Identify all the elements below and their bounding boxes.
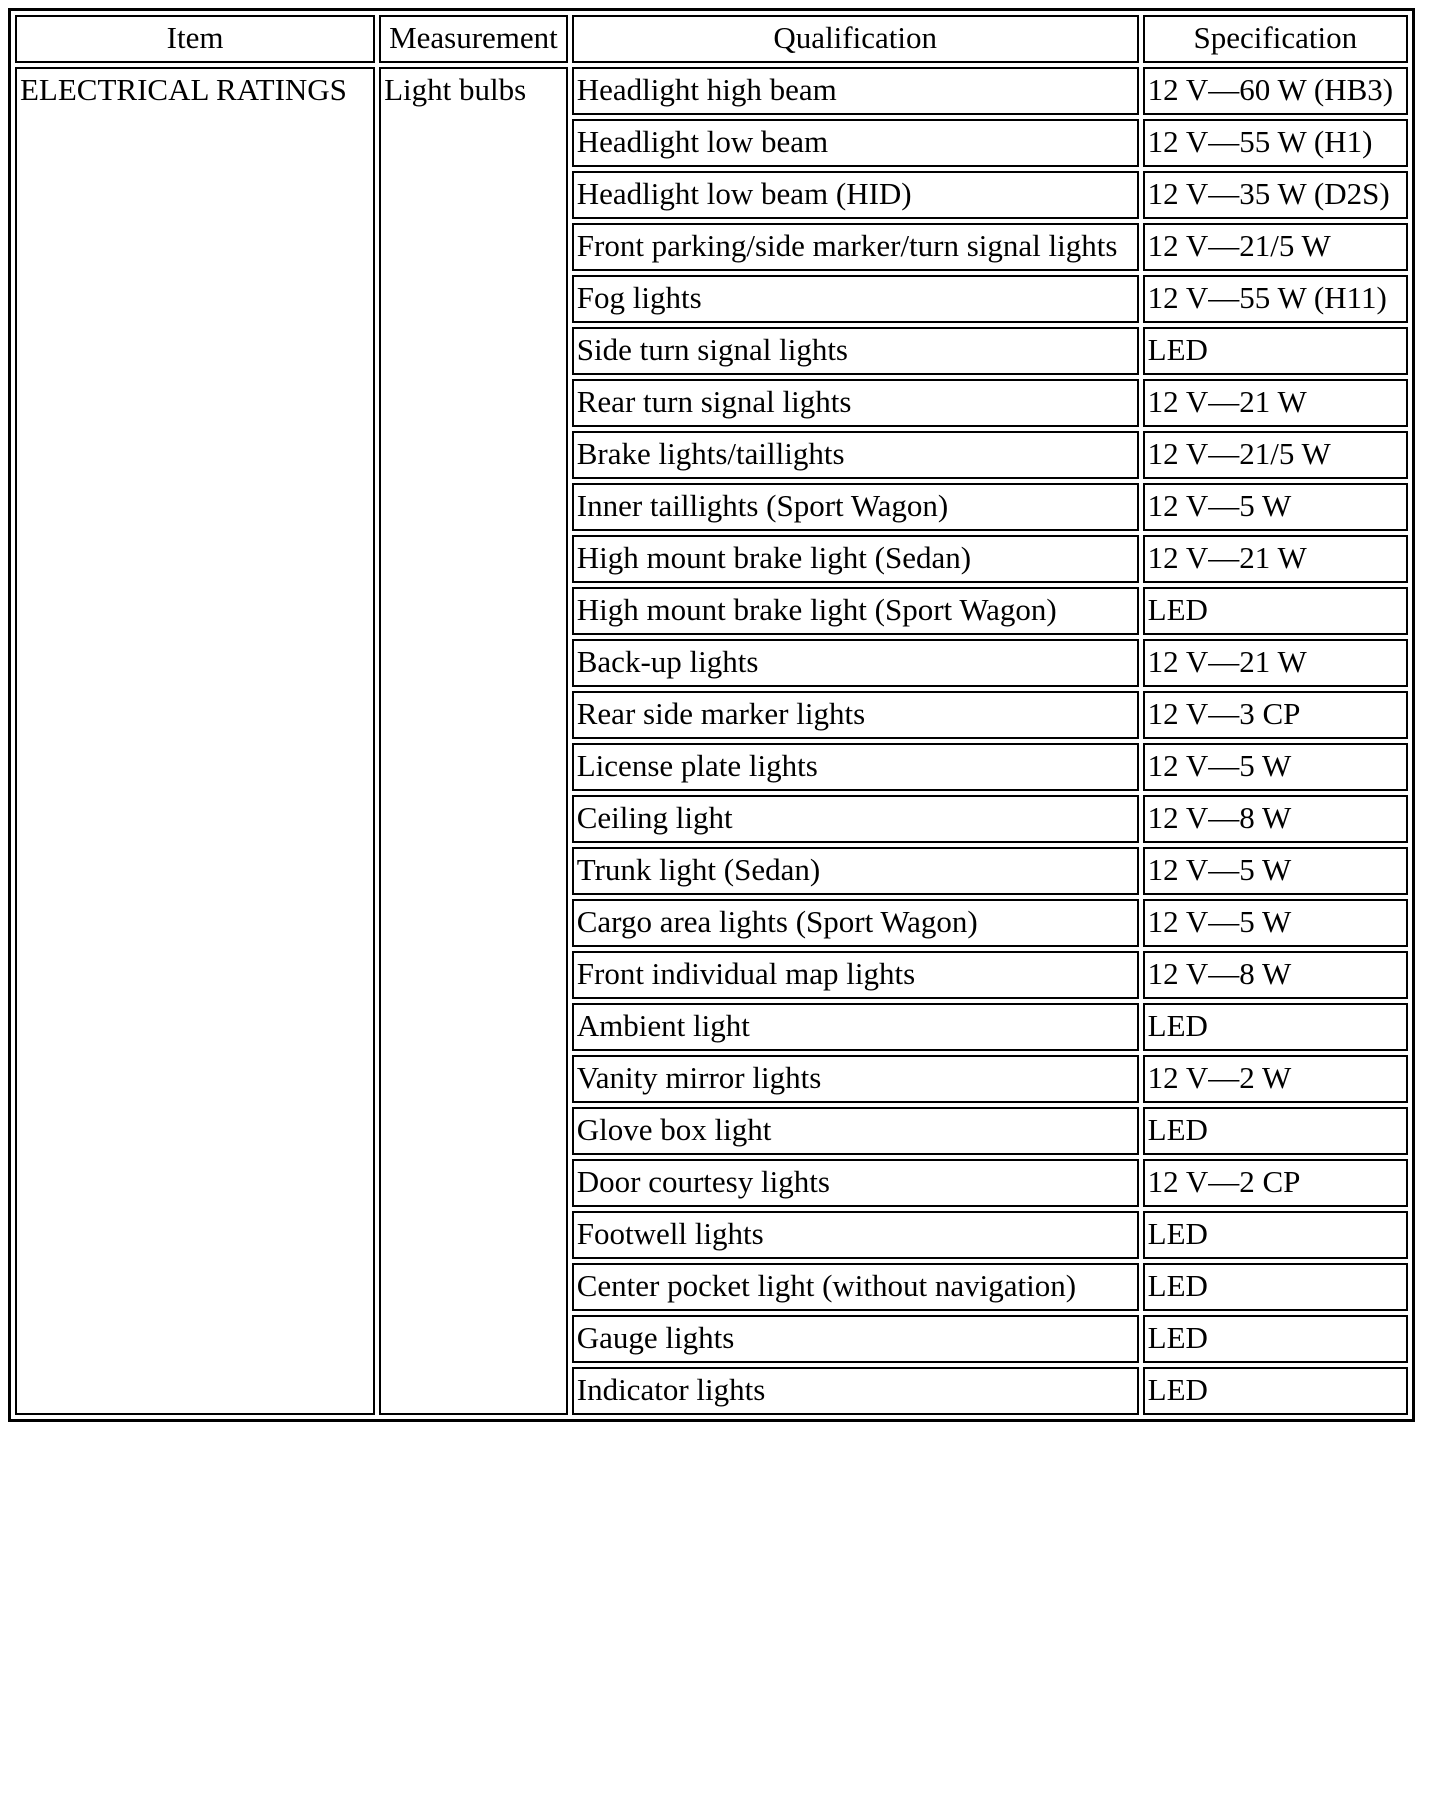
qualification-cell: Fog lights bbox=[572, 275, 1139, 323]
specification-cell: 12 V—21/5 W bbox=[1143, 431, 1408, 479]
qualification-cell: Ambient light bbox=[572, 1003, 1139, 1051]
qualification-cell: Headlight high beam bbox=[572, 67, 1139, 115]
qualification-cell: Gauge lights bbox=[572, 1315, 1139, 1363]
qualification-cell: Front parking/side marker/turn signal lights bbox=[572, 223, 1139, 271]
specification-cell: 12 V—60 W (HB3) bbox=[1143, 67, 1408, 115]
specification-cell: 12 V—3 CP bbox=[1143, 691, 1408, 739]
qualification-cell: Footwell lights bbox=[572, 1211, 1139, 1259]
qualification-cell: Glove box light bbox=[572, 1107, 1139, 1155]
specification-cell: LED bbox=[1143, 327, 1408, 375]
specification-cell: LED bbox=[1143, 1263, 1408, 1311]
measurement-cell: Light bulbs bbox=[379, 67, 568, 1415]
specification-cell: LED bbox=[1143, 1315, 1408, 1363]
specification-cell: 12 V—5 W bbox=[1143, 899, 1408, 947]
qualification-cell: Side turn signal lights bbox=[572, 327, 1139, 375]
specification-cell: 12 V—8 W bbox=[1143, 951, 1408, 999]
specification-cell: 12 V—2 W bbox=[1143, 1055, 1408, 1103]
qualification-cell: Trunk light (Sedan) bbox=[572, 847, 1139, 895]
specification-cell: 12 V—21/5 W bbox=[1143, 223, 1408, 271]
qualification-cell: High mount brake light (Sport Wagon) bbox=[572, 587, 1139, 635]
header-specification: Specification bbox=[1143, 15, 1408, 63]
qualification-cell: Rear side marker lights bbox=[572, 691, 1139, 739]
specification-cell: 12 V—21 W bbox=[1143, 535, 1408, 583]
specification-cell: 12 V—55 W (H11) bbox=[1143, 275, 1408, 323]
specification-cell: LED bbox=[1143, 1003, 1408, 1051]
specification-cell: 12 V—2 CP bbox=[1143, 1159, 1408, 1207]
specification-cell: 12 V—5 W bbox=[1143, 743, 1408, 791]
header-item: Item bbox=[15, 15, 375, 63]
qualification-cell: Inner taillights (Sport Wagon) bbox=[572, 483, 1139, 531]
specification-cell: LED bbox=[1143, 1211, 1408, 1259]
qualification-cell: Center pocket light (without navigation) bbox=[572, 1263, 1139, 1311]
spec-table bbox=[8, 8, 1415, 1422]
specification-cell: 12 V—5 W bbox=[1143, 847, 1408, 895]
qualification-cell: Ceiling light bbox=[572, 795, 1139, 843]
table-row bbox=[15, 67, 1408, 115]
specification-cell: 12 V—21 W bbox=[1143, 379, 1408, 427]
table-body bbox=[15, 67, 1408, 1415]
specification-cell: LED bbox=[1143, 1367, 1408, 1415]
qualification-cell: Front individual map lights bbox=[572, 951, 1139, 999]
qualification-cell: License plate lights bbox=[572, 743, 1139, 791]
item-cell: ELECTRICAL RATINGS bbox=[15, 67, 375, 1415]
qualification-cell: Headlight low beam bbox=[572, 119, 1139, 167]
qualification-cell: Brake lights/taillights bbox=[572, 431, 1139, 479]
specification-cell: LED bbox=[1143, 587, 1408, 635]
qualification-cell: Indicator lights bbox=[572, 1367, 1139, 1415]
qualification-cell: Vanity mirror lights bbox=[572, 1055, 1139, 1103]
header-measurement: Measurement bbox=[379, 15, 568, 63]
qualification-cell: High mount brake light (Sedan) bbox=[572, 535, 1139, 583]
qualification-cell: Cargo area lights (Sport Wagon) bbox=[572, 899, 1139, 947]
specification-cell: 12 V—8 W bbox=[1143, 795, 1408, 843]
qualification-cell: Door courtesy lights bbox=[572, 1159, 1139, 1207]
header-qualification: Qualification bbox=[572, 15, 1139, 63]
qualification-cell: Back-up lights bbox=[572, 639, 1139, 687]
qualification-cell: Rear turn signal lights bbox=[572, 379, 1139, 427]
specification-cell: LED bbox=[1143, 1107, 1408, 1155]
specification-cell: 12 V—35 W (D2S) bbox=[1143, 171, 1408, 219]
specification-cell: 12 V—55 W (H1) bbox=[1143, 119, 1408, 167]
qualification-cell: Headlight low beam (HID) bbox=[572, 171, 1139, 219]
specification-cell: 12 V—5 W bbox=[1143, 483, 1408, 531]
specification-cell: 12 V—21 W bbox=[1143, 639, 1408, 687]
table-header-row bbox=[15, 15, 1408, 63]
